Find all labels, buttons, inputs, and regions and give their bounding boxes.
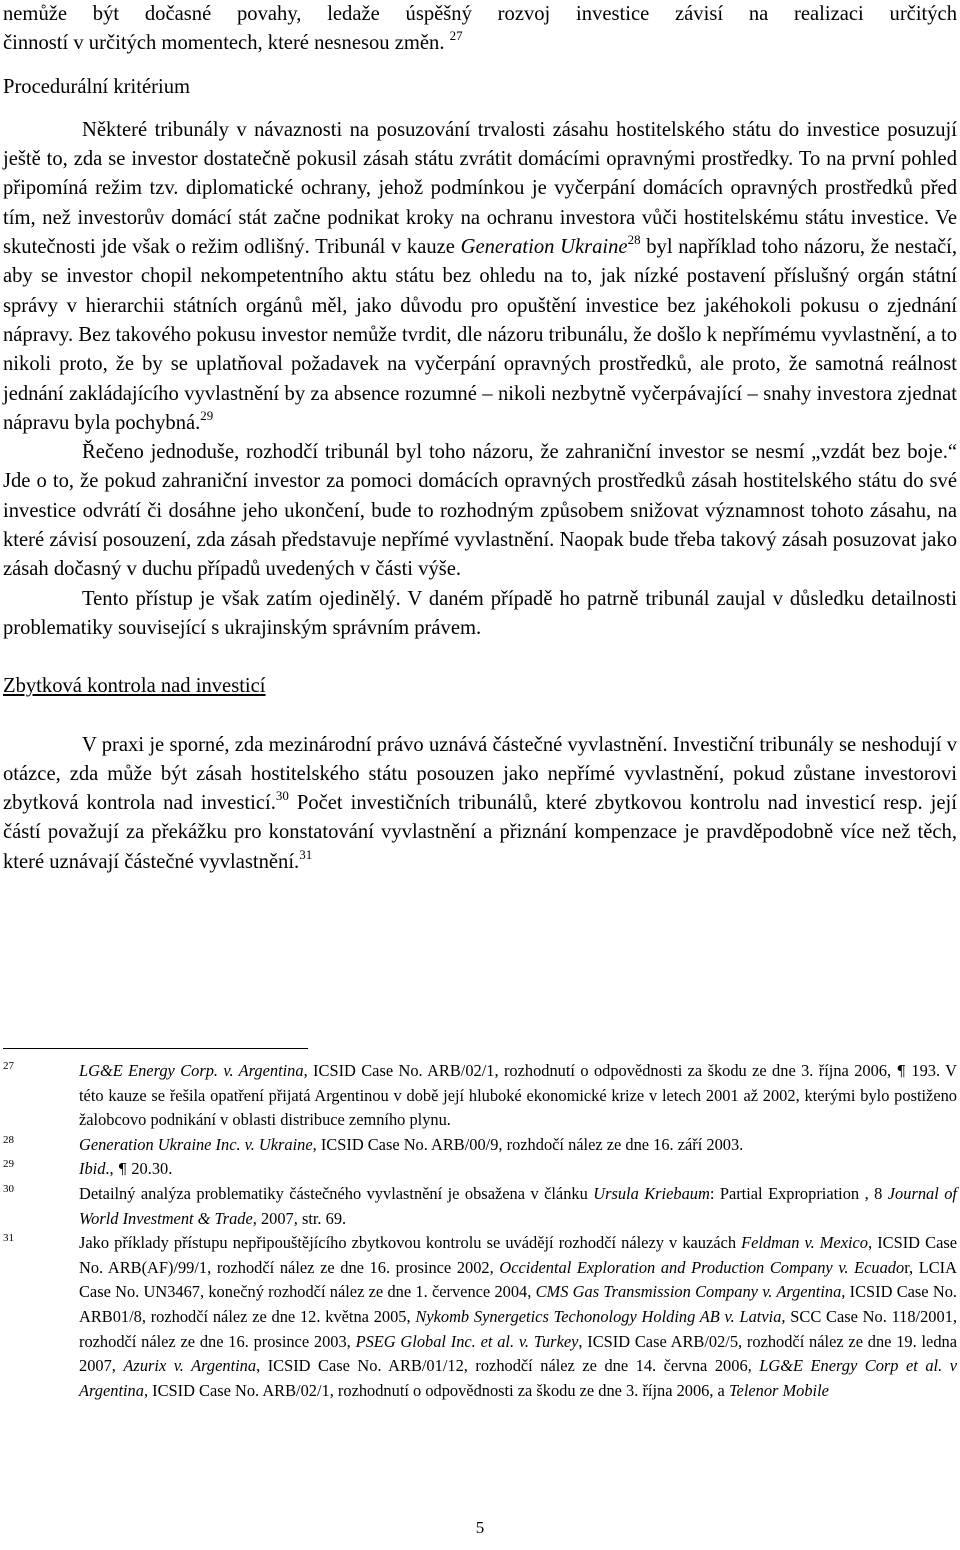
page-number: 5 [475,1518,485,1537]
footnote-separator [3,1048,308,1049]
footnote-ref-30: 30 [275,788,289,804]
body-text [3,0,957,877]
footnote-number: 31 [3,1232,14,1245]
footnote-number: 30 [3,1182,14,1195]
pilcrow-icon: ¶ [896,1062,907,1080]
footnote-ref-28: 28 [627,232,641,248]
case-name: Generation Ukraine [460,236,628,259]
paragraph: V praxi je sporné, zda mezinárodní právo uznává částečné vyvlastnění. Investiční tribunály se neshodují v otázce, zda může být zásah hostitelského státu posouzen jako nepřímé vyvlastnění, pokud zůstane investorovi zbytková kontrola nad investicí.$^{30}$ Počet investičních tribunálů, které zbytkovou kontrolu nad investicí resp. její částí považují za překážku pro konstatování vyvlastnění a přiznání kompenzace je pravděpodobně více než těch, které uznávají částečné vyvlastnění.$^{31}$ [3,733,957,873]
footnote-ref-27: 27 [449,28,463,44]
continued-paragraph [3,0,957,29]
footnote-28: 28 Generation Ukraine Inc. v. Ukraine, ICSID Case No. ARB/00/9, rozhdočí nález ze dne 16. září 2003. [3,1133,744,1154]
section-heading-residual-control: Zbytková kontrola nad investicí [3,675,266,698]
footnote-29: 29 Ibid., ¶ 20.30. [3,1158,173,1179]
pilcrow-icon: ¶ [117,1160,128,1179]
footnotes [3,1059,957,1403]
footnote-31: 31 Jako příklady přístupu nepřipouštějícího zbytkovou kontrolu se uvádějí rozhodčí nálezy v kauzách Feldman v. Mexico, ICSID Case No. ARB(AF)/99/1, rozhodčí nález ze dne 16. prosince 2002, Occidental Exploration and Production Company v. Ecuador, LCIA Case No. UN3467, konečný rozhodčí nález ze dne 1. července 2004, CMS Gas Transmission Company v. Argentina, ICSID Case No. ARB01/8, rozhodčí nález ze dne 12. května 2005, Nykomb Synergetics Techonology Holding AB v. Latvia, SCC Case No. 118/2001, rozhodčí nález ze dne 16. prosince 2003, PSEG Global Inc. et al. v. Turkey, ICSID Case ARB/02/5, rozhodčí nález ze dne 19. ledna 2007, Azurix v. Argentina, ICSID Case No. ARB/01/12, rozhodčí nález ze dne 14. června 2006, LG&E Energy Corp et al. v Argentina, ICSID Case No. ARB/02/1, rozhodnutí o odpovědnosti za škodu ze dne 3. října 2006, a Telenor Mobile [3,1232,957,1400]
footnote-ref-31: 31 [299,846,313,862]
footnote-30: 30 Detailný analýza problematiky částečného vyvlastnění je obsažena v článku Ursula Kriebaum: Partial Expropriation , 8 Journal of World Investment & Trade, 2007, str. 69. [3,1182,957,1228]
footnote-27: 27 LG&E Energy Corp. v. Argentina, ICSID Case No. ARB/02/1, rozhodnutí o odpovědnosti za škodu ze dne 3. října 2006, ¶ 193. V této kauze se řešila opatření přijatá Argentinou v době její hluboké ekonomické krize v letech 2001 až 2002, kterými bylo postiženo žalobcovo podnikání v oblasti distribuce zemního plynu. [3,1060,958,1130]
continued-paragraph-line1: nemůže být dočasné povahy, ledaže úspěšný rozvoj investice závisí na realizaci určitých [3,3,957,25]
paragraph: Tento přístup je však zatím ojedinělý. V daném případě ho patrně tribunál zaujal v důsledku detailnosti problematiky související s ukrajinským správním právem. [3,587,957,639]
footnote-ref-29: 29 [200,407,214,423]
footnote-number: 27 [3,1060,14,1072]
footnote-number: 28 [3,1133,14,1146]
continued-paragraph-end: činností v určitých momentech, které nesnesou změn. $^{27}$ [3,28,463,55]
footnote-number: 29 [3,1158,14,1171]
paragraph: Řečeno jednoduše, rozhodčí tribunál byl toho názoru, že zahraniční investor se nesmí „vzdát bez boje.“ Jde o to, že pokud zahraniční investor za pomoci domácích opravných prostředků zásah hostitelského státu do své investice odvrátí či dosáhne jeho ukončení, bude to rozhodným způsobem snižovat významnost tohoto zásahu, na které závisí posouzení, zda zásah představuje nepřímé vyvlastnění. Naopak bude třeba takový zásah posuzovat jako zásah dočasný v duchu případů uvedených v části výše. [3,441,957,581]
section-heading-procedural: Procedurální kritérium [3,75,191,98]
paragraph: Některé tribunály v návaznosti na posuzování trvalosti zásahu hostitelského státu do investice posuzují ještě to, zda se investor dostatečně pokusil zásah státu zvrátit domácími opravnými prostředky. To na první pohled připomíná režim tzv. diplomatické ochrany, jehož podmínkou je vyčerpání domácích opravných prostředků před tím, než investorův domácí stát začne podnikat kroky na ochranu investora vůči hostitelskému státu investice. Ve skutečnosti jde však o režim odlišný. Tribunál v kauze Generation Ukraine$^{28}$ byl například toho názoru, že nestačí, aby se investor chopil nekompetentního aktu státu bez ohledu na to, jak nízké postavení příslušný orgán státní správy v hierarchii státních orgánů měl, jako důvodu pro opuštění investice bez jakéhokoli pokusu o zjednání nápravy. Bez takového pokusu investor nemůže tvrdit, dle názoru tribunálu, že došlo k nepřímému vyvlastnění, a to nikoli proto, že by se uplatňoval požadavek na vyčerpání opravných prostředků, ale proto, že samotná reálnost jednání zakládajícího vyvlastnění by za absence rozumné – nikoli nezbytně vyčerpávající – snahy investora zjednat nápravu byla pochybná.$^{29}$ [3,118,957,434]
